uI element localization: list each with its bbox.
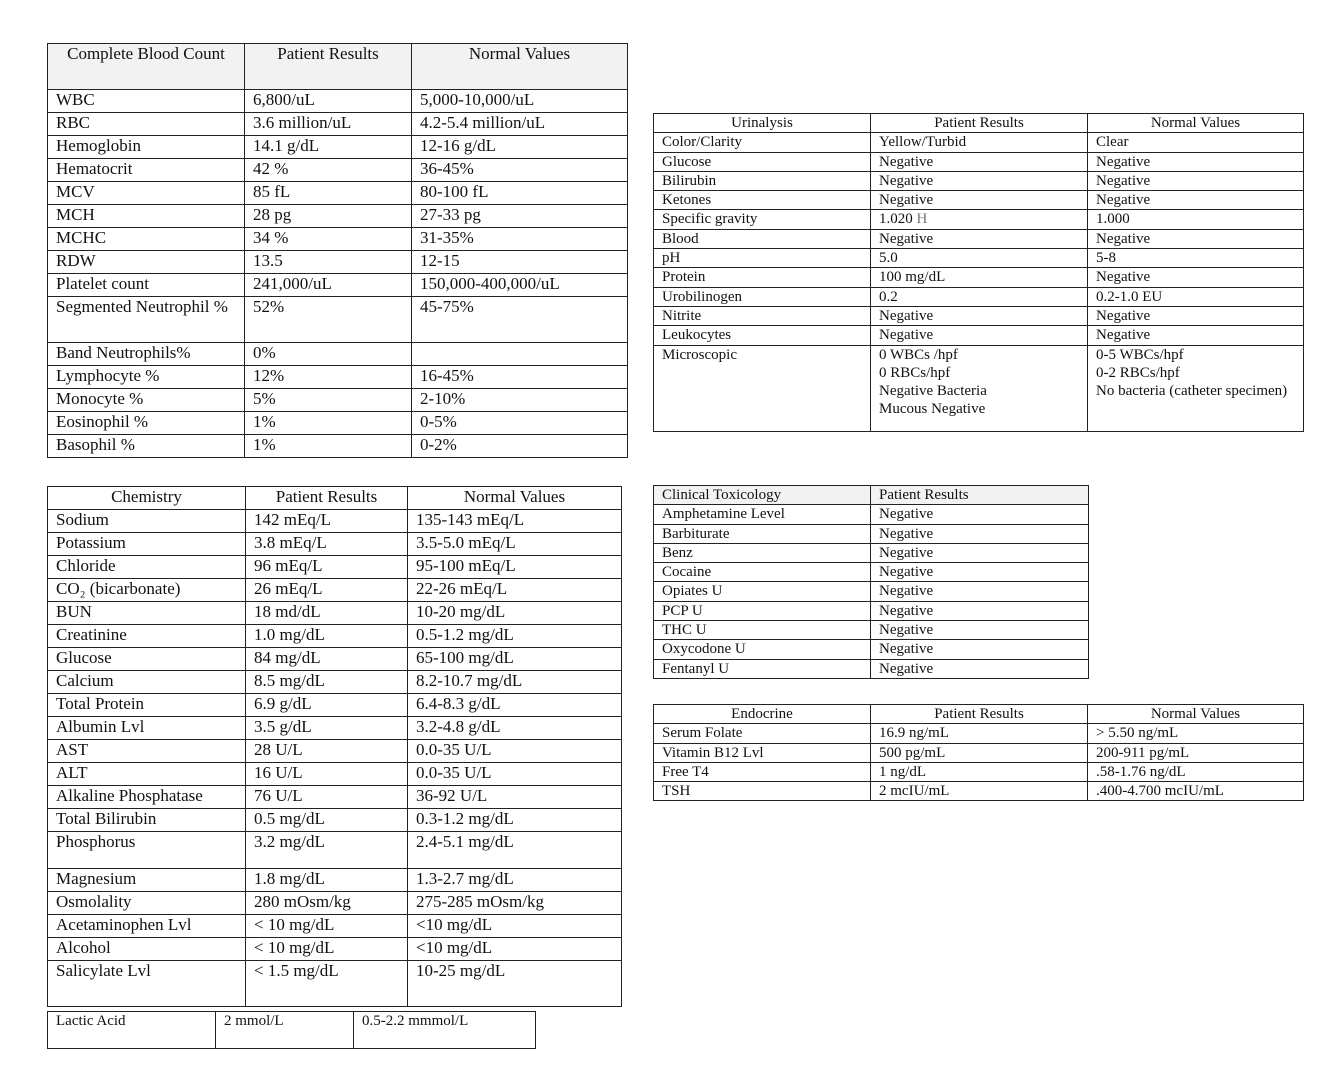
patient-result: 2 mcIU/mL	[871, 782, 1088, 801]
patient-result: 76 U/L	[246, 786, 408, 809]
patient-result	[871, 210, 1088, 229]
normal-value: 135-143 mEq/L	[408, 510, 622, 533]
patient-result: 0%	[245, 343, 412, 366]
patient-result: 500 pg/mL	[871, 743, 1088, 762]
table-row	[48, 556, 622, 579]
test-name: Nitrite	[654, 306, 871, 325]
table-row	[48, 90, 628, 113]
patient-result: 12%	[245, 366, 412, 389]
patient-result: < 10 mg/dL	[246, 938, 408, 961]
patient-result: 13.5	[245, 251, 412, 274]
test-name: Eosinophil %	[48, 412, 245, 435]
patient-result: 1.8 mg/dL	[246, 869, 408, 892]
test-name: Free T4	[654, 762, 871, 781]
endocrine-table	[653, 704, 1304, 801]
urinalysis-header-test: Urinalysis	[654, 114, 871, 133]
patient-result: 6.9 g/dL	[246, 694, 408, 717]
table-row	[654, 306, 1304, 325]
table-row	[48, 915, 622, 938]
urinalysis-header-normal: Normal Values	[1088, 114, 1304, 133]
chemistry-table	[47, 486, 622, 1007]
patient-result: Negative	[871, 621, 1089, 640]
table-row	[48, 510, 622, 533]
normal-value: > 5.50 ng/mL	[1088, 724, 1304, 743]
normal-value: 3.5-5.0 mEq/L	[408, 533, 622, 556]
patient-result: Negative	[871, 191, 1088, 210]
patient-result: Negative	[871, 171, 1088, 190]
normal-value: 95-100 mEq/L	[408, 556, 622, 579]
test-name: Hematocrit	[48, 159, 245, 182]
test-name: CO₂ (bicarbonate)	[48, 579, 246, 602]
table-row	[654, 524, 1089, 543]
normal-value: 45-75%	[412, 297, 628, 343]
test-name: Ketones	[654, 191, 871, 210]
normal-value: 80-100 fL	[412, 182, 628, 205]
table-row	[48, 343, 628, 366]
test-name: Hemoglobin	[48, 136, 245, 159]
test-name: Barbiturate	[654, 524, 871, 543]
test-name: Serum Folate	[654, 724, 871, 743]
normal-value: 2.4-5.1 mg/dL	[408, 832, 622, 869]
patient-result: < 10 mg/dL	[246, 915, 408, 938]
table-row	[654, 621, 1089, 640]
table-row	[48, 136, 628, 159]
table-row	[48, 228, 628, 251]
normal-value: 12-16 g/dL	[412, 136, 628, 159]
patient-result: 1 ng/dL	[871, 762, 1088, 781]
table-row-spacer	[48, 984, 622, 1007]
patient-result: 96 mEq/L	[246, 556, 408, 579]
normal-value: 0.0-35 U/L	[408, 740, 622, 763]
patient-result: 0.5 mg/dL	[246, 809, 408, 832]
test-name: Alcohol	[48, 938, 246, 961]
normal-value: 36-45%	[412, 159, 628, 182]
normal-value: 8.2-10.7 mg/dL	[408, 671, 622, 694]
test-name: Creatinine	[48, 625, 246, 648]
patient-result: Negative	[871, 306, 1088, 325]
table-row	[48, 366, 628, 389]
table-row	[48, 389, 628, 412]
test-name: Blood	[654, 229, 871, 248]
lactic-acid-table	[47, 1011, 536, 1049]
table-row	[48, 533, 622, 556]
test-name: PCP U	[654, 601, 871, 620]
test-name: Specific gravity	[654, 210, 871, 229]
test-name: Magnesium	[48, 869, 246, 892]
table-row	[48, 159, 628, 182]
test-name: Salicylate Lvl	[48, 961, 246, 984]
chemistry-header-test: Chemistry	[48, 487, 246, 510]
normal-value: .400-4.700 mcIU/mL	[1088, 782, 1304, 801]
patient-result: 6,800/uL	[245, 90, 412, 113]
table-row	[48, 671, 622, 694]
test-name: Lactic Acid	[48, 1012, 216, 1049]
patient-result: 2 mmol/L	[216, 1012, 354, 1049]
table-row	[48, 435, 628, 458]
table-row	[48, 625, 622, 648]
table-row	[654, 152, 1304, 171]
normal-value: 2-10%	[412, 389, 628, 412]
test-name: pH	[654, 249, 871, 268]
table-row	[654, 582, 1089, 601]
normal-value: Negative	[1088, 171, 1304, 190]
normal-value: 65-100 mg/dL	[408, 648, 622, 671]
test-name: RDW	[48, 251, 245, 274]
patient-result: 16 U/L	[246, 763, 408, 786]
table-row	[48, 809, 622, 832]
table-row	[654, 782, 1304, 801]
test-name: Platelet count	[48, 274, 245, 297]
table-row	[654, 601, 1089, 620]
table-row	[654, 229, 1304, 248]
table-row	[48, 205, 628, 228]
test-name: MCHC	[48, 228, 245, 251]
normal-value: 10-20 mg/dL	[408, 602, 622, 625]
table-row	[48, 274, 628, 297]
table-row	[48, 182, 628, 205]
patient-result: 3.8 mEq/L	[246, 533, 408, 556]
patient-result: Negative	[871, 563, 1089, 582]
normal-value	[412, 343, 628, 366]
patient-result: 8.5 mg/dL	[246, 671, 408, 694]
cbc-header-normal: Normal Values	[412, 44, 628, 90]
normal-value: 31-35%	[412, 228, 628, 251]
normal-value: 10-25 mg/dL	[408, 961, 622, 984]
normal-value: 0-2%	[412, 435, 628, 458]
cbc-table	[47, 43, 628, 458]
patient-result: 34 %	[245, 228, 412, 251]
patient-result: 52%	[245, 297, 412, 343]
test-name: Lymphocyte %	[48, 366, 245, 389]
table-row	[654, 743, 1304, 762]
normal-value: 0.2-1.0 EU	[1088, 287, 1304, 306]
table-row	[654, 287, 1304, 306]
test-name: Urobilinogen	[654, 287, 871, 306]
normal-value: Negative	[1088, 326, 1304, 345]
result-value: 1.020	[879, 211, 913, 228]
table-row	[654, 563, 1089, 582]
normal-value: 36-92 U/L	[408, 786, 622, 809]
table-row	[48, 740, 622, 763]
test-name: Acetaminophen Lvl	[48, 915, 246, 938]
normal-value: Negative	[1088, 306, 1304, 325]
test-name: Albumin Lvl	[48, 717, 246, 740]
cbc-header-test: Complete Blood Count	[48, 44, 245, 90]
test-name: Oxycodone U	[654, 640, 871, 659]
normal-value: 6.4-8.3 g/dL	[408, 694, 622, 717]
normal-value: 5,000-10,000/uL	[412, 90, 628, 113]
table-row	[48, 297, 628, 343]
table-row	[48, 717, 622, 740]
test-name: MCH	[48, 205, 245, 228]
normal-value: 200-911 pg/mL	[1088, 743, 1304, 762]
patient-result: Negative	[871, 326, 1088, 345]
test-name: TSH	[654, 782, 871, 801]
normal-value: Negative	[1088, 268, 1304, 287]
patient-result: Negative	[871, 505, 1089, 524]
patient-result: 1%	[245, 412, 412, 435]
patient-result: 1%	[245, 435, 412, 458]
table-row	[654, 326, 1304, 345]
patient-result: 142 mEq/L	[246, 510, 408, 533]
test-name: ALT	[48, 763, 246, 786]
test-name: AST	[48, 740, 246, 763]
patient-result: 5%	[245, 389, 412, 412]
table-row	[48, 1012, 536, 1049]
test-name: Glucose	[48, 648, 246, 671]
table-row	[654, 133, 1304, 152]
patient-result: 84 mg/dL	[246, 648, 408, 671]
patient-result: 3.6 million/uL	[245, 113, 412, 136]
normal-value: Negative	[1088, 191, 1304, 210]
normal-value: 22-26 mEq/L	[408, 579, 622, 602]
table-row	[654, 345, 1304, 431]
patient-result: 280 mOsm/kg	[246, 892, 408, 915]
patient-result: 18 md/dL	[246, 602, 408, 625]
test-name: Phosphorus	[48, 832, 246, 869]
test-name: MCV	[48, 182, 245, 205]
normal-value: <10 mg/dL	[408, 915, 622, 938]
normal-value: 150,000-400,000/uL	[412, 274, 628, 297]
cbc-header-result: Patient Results	[245, 44, 412, 90]
normal-value: Negative	[1088, 152, 1304, 171]
table-row	[48, 648, 622, 671]
test-name: RBC	[48, 113, 245, 136]
patient-result: 28 pg	[245, 205, 412, 228]
table-row	[654, 191, 1304, 210]
table-row	[654, 640, 1089, 659]
test-name: Total Bilirubin	[48, 809, 246, 832]
table-row	[654, 505, 1089, 524]
urinalysis-header-result: Patient Results	[871, 114, 1088, 133]
patient-result: Negative	[871, 152, 1088, 171]
patient-result: Yellow/Turbid	[871, 133, 1088, 152]
test-name: Benz	[654, 543, 871, 562]
test-name: Segmented Neutrophil %	[48, 297, 245, 343]
test-name: Basophil %	[48, 435, 245, 458]
table-row	[654, 249, 1304, 268]
table-row	[48, 892, 622, 915]
normal-value: Negative	[1088, 229, 1304, 248]
test-name: Band Neutrophils%	[48, 343, 245, 366]
patient-result: 14.1 g/dL	[245, 136, 412, 159]
test-name: Leukocytes	[654, 326, 871, 345]
patient-result: Negative	[871, 582, 1089, 601]
cbc-header-row	[48, 44, 628, 90]
normal-value: 27-33 pg	[412, 205, 628, 228]
normal-value: 0-5%	[412, 412, 628, 435]
test-name: Osmolality	[48, 892, 246, 915]
table-row	[654, 210, 1304, 229]
patient-result: 85 fL	[245, 182, 412, 205]
test-name: WBC	[48, 90, 245, 113]
table-row	[48, 579, 622, 602]
test-name: Color/Clarity	[654, 133, 871, 152]
endocrine-header-normal: Normal Values	[1088, 705, 1304, 724]
toxicology-header-row	[654, 486, 1089, 505]
patient-result: 26 mEq/L	[246, 579, 408, 602]
patient-result: Negative	[871, 229, 1088, 248]
toxicology-header-result: Patient Results	[871, 486, 1089, 505]
test-name: Microscopic	[654, 345, 871, 431]
test-name: Fentanyl U	[654, 659, 871, 678]
table-row	[654, 762, 1304, 781]
normal-value: 0.3-1.2 mg/dL	[408, 809, 622, 832]
normal-value: 0.0-35 U/L	[408, 763, 622, 786]
patient-result: 100 mg/dL	[871, 268, 1088, 287]
patient-result: 28 U/L	[246, 740, 408, 763]
test-name: Bilirubin	[654, 171, 871, 190]
toxicology-table	[653, 485, 1089, 679]
patient-result: 16.9 ng/mL	[871, 724, 1088, 743]
chemistry-header-result: Patient Results	[246, 487, 408, 510]
endocrine-header-row	[654, 705, 1304, 724]
test-name: Protein	[654, 268, 871, 287]
normal-value: 0.5-1.2 mg/dL	[408, 625, 622, 648]
urinalysis-table	[653, 113, 1304, 432]
normal-value: 5-8	[1088, 249, 1304, 268]
test-name: Glucose	[654, 152, 871, 171]
table-row	[48, 412, 628, 435]
chemistry-header-row	[48, 487, 622, 510]
endocrine-header-result: Patient Results	[871, 705, 1088, 724]
table-row	[48, 938, 622, 961]
test-name: Chloride	[48, 556, 246, 579]
table-row	[48, 786, 622, 809]
table-row	[654, 724, 1304, 743]
patient-result: Negative	[871, 601, 1089, 620]
patient-result: 42 %	[245, 159, 412, 182]
patient-result: Negative	[871, 543, 1089, 562]
normal-value: .58-1.76 ng/dL	[1088, 762, 1304, 781]
toxicology-header-test: Clinical Toxicology	[654, 486, 871, 505]
test-name: Calcium	[48, 671, 246, 694]
test-name: Vitamin B12 Lvl	[654, 743, 871, 762]
normal-value: 16-45%	[412, 366, 628, 389]
test-name: Alkaline Phosphatase	[48, 786, 246, 809]
table-row	[654, 171, 1304, 190]
chemistry-header-normal: Normal Values	[408, 487, 622, 510]
normal-value: 3.2-4.8 g/dL	[408, 717, 622, 740]
high-flag: H	[916, 211, 928, 228]
patient-result: < 1.5 mg/dL	[246, 961, 408, 984]
patient-result: 0.2	[871, 287, 1088, 306]
table-row	[48, 961, 622, 984]
test-name: THC U	[654, 621, 871, 640]
patient-result: Negative	[871, 524, 1089, 543]
test-name: Cocaine	[654, 563, 871, 582]
urinalysis-header-row	[654, 114, 1304, 133]
patient-result: 0 WBCs /hpf 0 RBCs/hpf Negative Bacteria Mucous Negative	[871, 345, 1088, 431]
normal-value: 275-285 mOsm/kg	[408, 892, 622, 915]
normal-value: 0-5 WBCs/hpf 0-2 RBCs/hpf No bacteria (catheter specimen)	[1088, 345, 1304, 431]
table-row	[48, 251, 628, 274]
patient-result: 3.5 g/dL	[246, 717, 408, 740]
normal-value: 0.5-2.2 mmmol/L	[354, 1012, 536, 1049]
test-name: Potassium	[48, 533, 246, 556]
normal-value: 1.000	[1088, 210, 1304, 229]
test-name: Monocyte %	[48, 389, 245, 412]
table-row	[48, 113, 628, 136]
normal-value: 4.2-5.4 million/uL	[412, 113, 628, 136]
table-row	[48, 602, 622, 625]
patient-result: 241,000/uL	[245, 274, 412, 297]
table-row	[654, 659, 1089, 678]
test-name: Amphetamine Level	[654, 505, 871, 524]
patient-result: 1.0 mg/dL	[246, 625, 408, 648]
table-row	[48, 832, 622, 869]
normal-value: 1.3-2.7 mg/dL	[408, 869, 622, 892]
patient-result: 3.2 mg/dL	[246, 832, 408, 869]
normal-value: 12-15	[412, 251, 628, 274]
endocrine-header-test: Endocrine	[654, 705, 871, 724]
test-name: Sodium	[48, 510, 246, 533]
patient-result: Negative	[871, 640, 1089, 659]
table-row	[48, 869, 622, 892]
table-row	[48, 763, 622, 786]
table-row	[654, 543, 1089, 562]
normal-value: Clear	[1088, 133, 1304, 152]
normal-value: <10 mg/dL	[408, 938, 622, 961]
patient-result: 5.0	[871, 249, 1088, 268]
table-row	[654, 268, 1304, 287]
test-name: BUN	[48, 602, 246, 625]
test-name: Opiates U	[654, 582, 871, 601]
table-row	[48, 694, 622, 717]
test-name: Total Protein	[48, 694, 246, 717]
patient-result: Negative	[871, 659, 1089, 678]
